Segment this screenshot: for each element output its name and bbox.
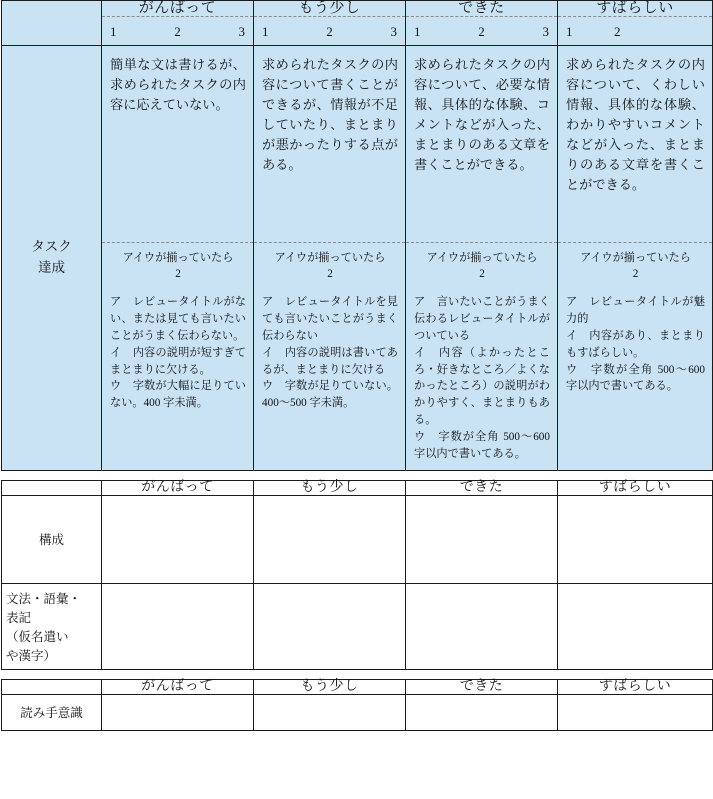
criteria-note-value: 2 <box>479 268 485 281</box>
row-label-line2: 達成 <box>38 260 65 276</box>
criteria-list-4 <box>558 288 712 403</box>
scale-numbers-4 <box>558 16 712 45</box>
task-description-3: 求められたタスクの内容について、必要な情報、具体的な体験、コメントなどが入った、まとまりのある文章を書くことができる。 <box>414 57 550 173</box>
scale-number[interactable]: 2 <box>478 24 485 39</box>
scale-cell-1 <box>102 16 254 46</box>
task-header-corner <box>2 1 102 17</box>
task-description-2: 求められたタスクの内容について書くことができるが、情報が不足していたり、まとまりが悪かったりする点がある。 <box>262 57 398 173</box>
row-label-line1: 文法・語彙・ <box>6 592 82 607</box>
scale-cell-2 <box>254 16 406 46</box>
row-label-task-achievement <box>2 46 102 471</box>
grammar-cell-level-3[interactable] <box>406 584 558 670</box>
criteria-item: ア 言いたいことがうまく伝わるレビュータイトルがついている <box>414 296 550 343</box>
table-row <box>2 584 713 670</box>
row-label-line3: （仮名遣い <box>6 629 69 644</box>
reader-cell-level-1[interactable] <box>102 695 254 731</box>
table-row <box>2 695 713 731</box>
scale-cell-4 <box>558 16 713 46</box>
task-cell-level-1 <box>102 46 254 471</box>
structure-header-row <box>2 481 713 496</box>
structure-cell-level-1[interactable] <box>102 496 254 584</box>
criteria-item: ア レビュータイトルを見ても言いたいことがうまく伝わらない <box>262 296 398 343</box>
level-header-3: できた <box>406 1 558 17</box>
level-header-4: すばらしい <box>558 481 713 496</box>
reader-cell-level-3[interactable] <box>406 695 558 731</box>
grammar-cell-level-4[interactable] <box>558 584 713 670</box>
criteria-note-value: 2 <box>327 268 333 281</box>
structure-cell-level-3[interactable] <box>406 496 558 584</box>
criteria-item: ア レビュータイトルがない、または見ても言いたいことがうまく伝わらない。 <box>110 296 246 343</box>
criteria-item: ウ 字数が全角 500〜600 字以内で書いてある。 <box>566 363 705 393</box>
scale-number[interactable]: 2 <box>174 24 181 39</box>
criteria-item: イ 内容の説明は書いてあるが、まとまりに欠ける <box>262 346 398 376</box>
structure-cell-level-2[interactable] <box>254 496 406 584</box>
criteria-item: ウ 字数が大幅に足りていない。400 字未満。 <box>110 380 246 410</box>
task-achievement-table <box>1 0 713 471</box>
level-header-1: がんばって <box>102 481 254 496</box>
scale-number[interactable]: 2 <box>614 24 621 39</box>
reader-cell-level-4[interactable] <box>558 695 713 731</box>
scale-corner <box>2 16 102 46</box>
scale-number[interactable]: 3 <box>390 24 397 39</box>
grammar-cell-level-2[interactable] <box>254 584 406 670</box>
row-label-line1: タスク <box>31 239 72 255</box>
level-header-2: もう少し <box>254 481 406 496</box>
criteria-item: イ 内容があり、まとまりもすばらしい。 <box>566 330 705 359</box>
structure-grammar-table <box>1 480 713 670</box>
criteria-note-text: アイウが揃っていたら <box>122 252 234 264</box>
criteria-note-text: アイウが揃っていたら <box>426 252 538 264</box>
level-header-4: すばらしい <box>558 680 713 695</box>
criteria-note-value: 2 <box>175 268 181 281</box>
scale-number[interactable]: 3 <box>238 24 245 39</box>
criteria-item: イ 内容（よかったところ・好きなところ／よくなかったところ）の説明がわかりやすく、まとまりもある。 <box>414 346 550 427</box>
level-header-1: がんばって <box>102 680 254 695</box>
criteria-list-1 <box>102 288 253 420</box>
criteria-list-2 <box>254 288 405 420</box>
task-scale-row <box>2 16 713 46</box>
level-header-4: すばらしい <box>558 1 713 17</box>
scale-numbers-3 <box>406 16 557 45</box>
scale-number[interactable]: 1 <box>110 24 117 39</box>
task-cell-level-3 <box>406 46 558 471</box>
reader-header-row <box>2 680 713 695</box>
criteria-note-text: アイウが揃っていたら <box>580 252 691 264</box>
reader-awareness-table <box>1 679 713 731</box>
criteria-item: イ 内容の説明が短すぎてまとまりに欠ける。 <box>110 346 246 376</box>
level-header-3: できた <box>406 481 558 496</box>
grammar-cell-level-1[interactable] <box>102 584 254 670</box>
criteria-note-1 <box>102 242 253 288</box>
task-cell-level-4 <box>558 46 713 471</box>
structure-cell-level-4[interactable] <box>558 496 713 584</box>
row-label-reader-awareness: 読み手意識 <box>2 695 102 731</box>
task-description-1: 簡単な文は書けるが、求められたタスクの内容に応えていない。 <box>110 57 246 113</box>
scale-cell-3 <box>406 16 558 46</box>
row-label-line2: 表記 <box>6 611 32 626</box>
scale-number[interactable]: 3 <box>542 24 549 39</box>
scale-numbers-2 <box>254 16 405 45</box>
criteria-item: ウ 字数が足りていない。400〜500 字未満。 <box>262 380 398 410</box>
criteria-note-3 <box>406 242 557 288</box>
row-label-structure: 構成 <box>2 496 102 584</box>
scale-numbers-1 <box>102 16 253 45</box>
level-header-3: できた <box>406 680 558 695</box>
scale-number[interactable]: 2 <box>326 24 333 39</box>
row-label-line4: や漢字） <box>6 648 57 663</box>
task-description-4: 求められたタスクの内容について、くわしい情報、具体的な体験、わかりやすいコメントなどが入った、まとまりのある文章を書くことができる。 <box>566 57 705 193</box>
scale-number[interactable]: 1 <box>262 24 269 39</box>
criteria-note-text: アイウが揃っていたら <box>274 252 386 264</box>
criteria-item: ア レビュータイトルが魅力的 <box>566 296 705 326</box>
structure-header-corner <box>2 481 102 496</box>
scale-number[interactable]: 1 <box>414 24 421 39</box>
criteria-note-4 <box>558 242 712 288</box>
criteria-note-value: 2 <box>632 268 639 281</box>
criteria-list-3 <box>406 288 557 470</box>
criteria-note-2 <box>254 242 405 288</box>
scale-number[interactable]: 1 <box>566 24 573 39</box>
level-header-1: がんばって <box>102 1 254 17</box>
reader-header-corner <box>2 680 102 695</box>
level-header-2: もう少し <box>254 680 406 695</box>
reader-cell-level-2[interactable] <box>254 695 406 731</box>
row-label-grammar-vocab-notation <box>2 584 102 670</box>
task-criteria-row <box>2 46 713 471</box>
task-cell-level-2 <box>254 46 406 471</box>
level-header-2: もう少し <box>254 1 406 17</box>
table-row <box>2 496 713 584</box>
task-header-row <box>2 1 713 17</box>
criteria-item: ウ 字数が全角 500〜600 字以内で書いてある。 <box>414 430 550 460</box>
